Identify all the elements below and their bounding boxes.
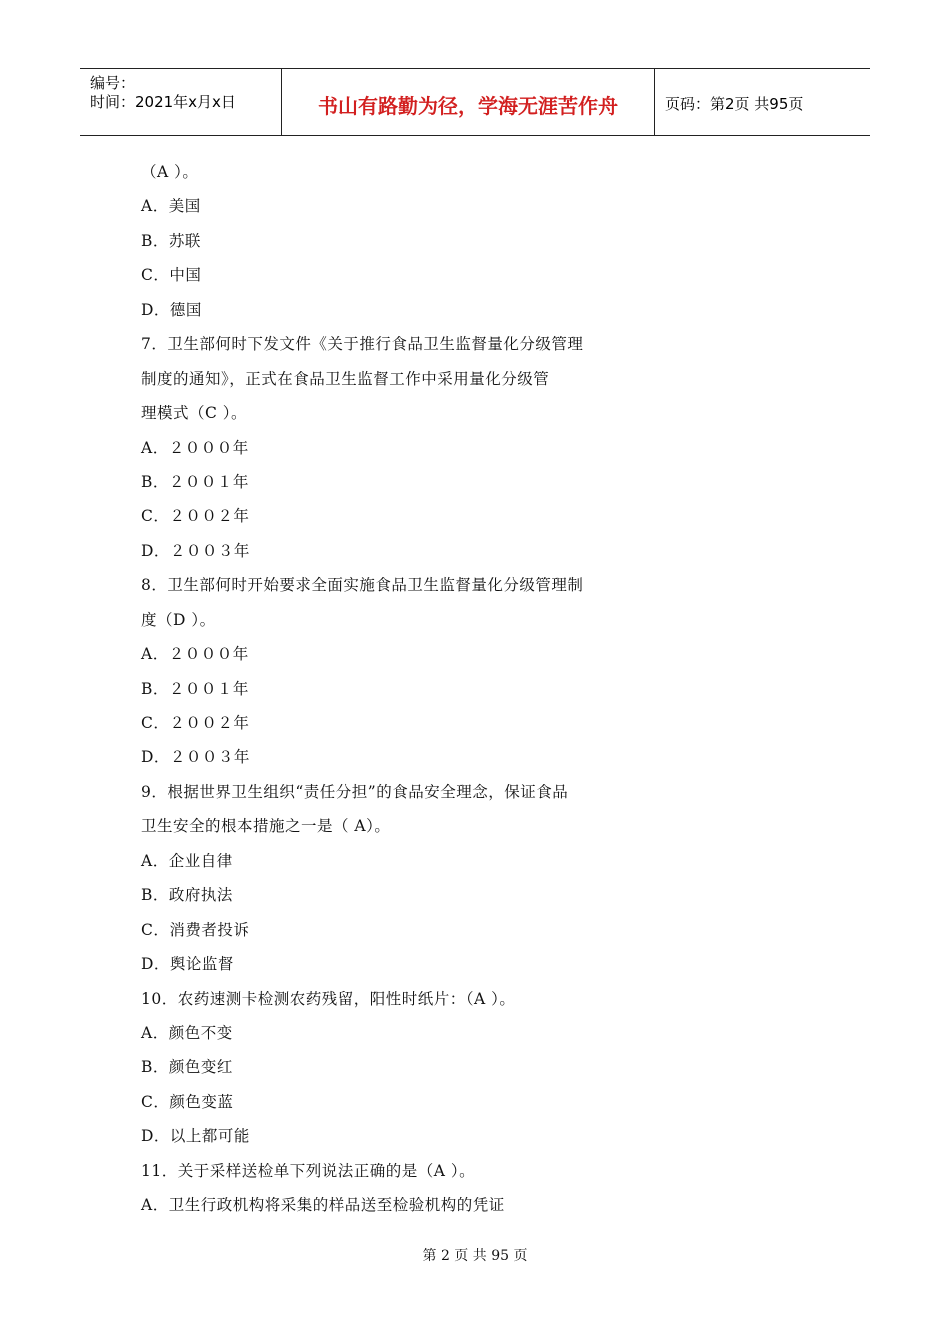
text-line: D．２００３年 [141, 541, 250, 560]
text-line: D．２００３年 [141, 748, 250, 767]
text-line: A．企业自律 [141, 851, 233, 870]
text-line: 度（D ）。 [141, 610, 216, 629]
header-page-cell [655, 69, 870, 135]
text-line: C．消费者投诉 [141, 920, 250, 939]
header-meta-cell [80, 69, 280, 135]
text-line: D．舆论监督 [141, 955, 234, 974]
text-line: B．２００１年 [141, 472, 249, 491]
text-line: B．苏联 [141, 231, 201, 250]
text-line: 9．根据世界卫生组织“责任分担”的食品安全理念，保证食品 [141, 782, 569, 801]
text-line: B．２００１年 [141, 679, 249, 698]
text-line: 8．卫生部何时开始要求全面实施食品卫生监督量化分级管理制 [141, 576, 584, 595]
text-line: 卫生安全的根本措施之一是（ A）。 [141, 817, 391, 836]
text-line: A．颜色不变 [141, 1023, 233, 1042]
motto-text: 书山有路勤为径，学海无涯苦作舟 [318, 94, 618, 118]
text-line: 制度的通知》，正式在食品卫生监督工作中采用量化分级管 [141, 369, 550, 388]
text-line: A．２０００年 [141, 645, 249, 664]
document-body [141, 157, 621, 1225]
page-header [80, 68, 870, 136]
text-line: A．卫生行政机构将采集的样品送至检验机构的凭证 [141, 1196, 505, 1215]
document-number-label: 编号： [90, 74, 136, 92]
page-footer: 第 2 页 共 95 页 [422, 1248, 528, 1264]
text-line: C．２００２年 [141, 507, 250, 526]
text-line: D．以上都可能 [141, 1127, 250, 1146]
header-motto-cell [281, 69, 655, 135]
text-line: 理模式（C ）。 [141, 404, 248, 423]
text-line: 11．关于采样送检单下列说法正确的是（A ）。 [141, 1161, 476, 1180]
text-line: C．颜色变蓝 [141, 1092, 234, 1111]
text-line: 7．卫生部何时下发文件《关于推行食品卫生监督量化分级管理 [141, 335, 584, 354]
text-line: B．政府执法 [141, 886, 233, 905]
text-line: A．美国 [141, 197, 201, 216]
text-line: A．２０００年 [141, 438, 249, 457]
text-line: （A ）。 [141, 163, 199, 181]
text-line: C．中国 [141, 266, 202, 285]
text-line: C．２００２年 [141, 714, 250, 732]
text-line: B．颜色变红 [141, 1058, 233, 1077]
text-line: 10．农药速测卡检测农药残留，阳性时纸片：（A ）。 [141, 989, 516, 1008]
text-line: D．德国 [141, 300, 202, 319]
document-date-label: 时间：2021年x月x日 [90, 93, 236, 111]
header-page-info: 页码：第2页 共95页 [665, 95, 804, 113]
